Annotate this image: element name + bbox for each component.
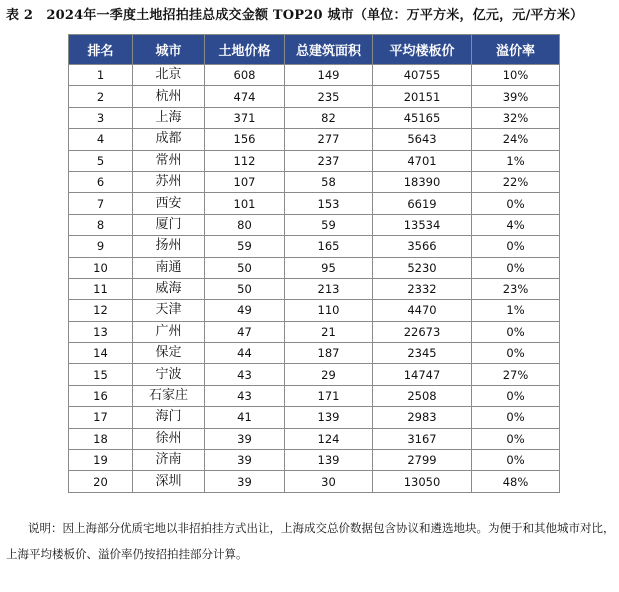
cell-land-price: 156 (205, 129, 285, 150)
cell-city: 扬州 (133, 236, 205, 257)
cell-total-floor-area: 187 (285, 343, 373, 364)
cell-city: 徐州 (133, 428, 205, 449)
cell-rank: 4 (69, 129, 133, 150)
cell-total-floor-area: 21 (285, 321, 373, 342)
table-row (69, 171, 560, 192)
cell-avg-floor-price: 40755 (373, 65, 472, 86)
cell-total-floor-area: 124 (285, 428, 373, 449)
table-row (69, 471, 560, 492)
cell-land-price: 47 (205, 321, 285, 342)
cell-land-price: 50 (205, 278, 285, 299)
cell-rank: 18 (69, 428, 133, 449)
header-rank: 排名 (69, 35, 133, 65)
cell-total-floor-area: 139 (285, 407, 373, 428)
cell-premium-rate: 39% (472, 86, 560, 107)
cell-premium-rate: 0% (472, 343, 560, 364)
table-note: 说明：因上海部分优质宅地以非招拍挂方式出让，上海成交总价数据包含协议和遴选地块。为便于和其他城市对比，上海平均楼板价、溢价率仍按招拍挂部分计算。 (6, 521, 615, 561)
cell-avg-floor-price: 20151 (373, 86, 472, 107)
table-row (69, 407, 560, 428)
cell-premium-rate: 0% (472, 385, 560, 406)
top20-cities-table (68, 34, 560, 493)
cell-city: 西安 (133, 193, 205, 214)
cell-total-floor-area: 237 (285, 150, 373, 171)
cell-land-price: 101 (205, 193, 285, 214)
table-row (69, 450, 560, 471)
cell-rank: 3 (69, 107, 133, 128)
cell-land-price: 80 (205, 214, 285, 235)
cell-premium-rate: 0% (472, 193, 560, 214)
table-row (69, 107, 560, 128)
cell-premium-rate: 24% (472, 129, 560, 150)
cell-city: 杭州 (133, 86, 205, 107)
cell-city: 石家庄 (133, 385, 205, 406)
cell-total-floor-area: 139 (285, 450, 373, 471)
cell-avg-floor-price: 3566 (373, 236, 472, 257)
cell-premium-rate: 0% (472, 257, 560, 278)
cell-premium-rate: 0% (472, 407, 560, 428)
cell-premium-rate: 27% (472, 364, 560, 385)
cell-premium-rate: 10% (472, 65, 560, 86)
cell-land-price: 49 (205, 300, 285, 321)
table-row (69, 236, 560, 257)
cell-land-price: 44 (205, 343, 285, 364)
cell-city: 成都 (133, 129, 205, 150)
cell-premium-rate: 32% (472, 107, 560, 128)
cell-land-price: 112 (205, 150, 285, 171)
header-land-price: 土地价格 (205, 35, 285, 65)
cell-avg-floor-price: 13050 (373, 471, 472, 492)
cell-avg-floor-price: 45165 (373, 107, 472, 128)
cell-land-price: 43 (205, 364, 285, 385)
cell-avg-floor-price: 2983 (373, 407, 472, 428)
cell-land-price: 371 (205, 107, 285, 128)
table-row (69, 150, 560, 171)
cell-rank: 16 (69, 385, 133, 406)
cell-premium-rate: 0% (472, 236, 560, 257)
cell-premium-rate: 48% (472, 471, 560, 492)
cell-rank: 1 (69, 65, 133, 86)
table-row (69, 385, 560, 406)
table-row (69, 129, 560, 150)
cell-total-floor-area: 58 (285, 171, 373, 192)
header-city: 城市 (133, 35, 205, 65)
table-row (69, 86, 560, 107)
cell-rank: 17 (69, 407, 133, 428)
cell-avg-floor-price: 6619 (373, 193, 472, 214)
cell-total-floor-area: 82 (285, 107, 373, 128)
table-row (69, 65, 560, 86)
cell-rank: 8 (69, 214, 133, 235)
cell-land-price: 43 (205, 385, 285, 406)
cell-rank: 19 (69, 450, 133, 471)
cell-rank: 14 (69, 343, 133, 364)
cell-rank: 7 (69, 193, 133, 214)
cell-avg-floor-price: 2508 (373, 385, 472, 406)
cell-total-floor-area: 30 (285, 471, 373, 492)
cell-rank: 6 (69, 171, 133, 192)
cell-avg-floor-price: 2345 (373, 343, 472, 364)
cell-total-floor-area: 277 (285, 129, 373, 150)
cell-avg-floor-price: 4470 (373, 300, 472, 321)
cell-avg-floor-price: 13534 (373, 214, 472, 235)
cell-city: 南通 (133, 257, 205, 278)
header-row (69, 35, 560, 65)
table-row (69, 214, 560, 235)
cell-city: 济南 (133, 450, 205, 471)
cell-land-price: 39 (205, 450, 285, 471)
cell-rank: 10 (69, 257, 133, 278)
table-body (69, 65, 560, 493)
cell-city: 宁波 (133, 364, 205, 385)
cell-avg-floor-price: 3167 (373, 428, 472, 449)
cell-city: 保定 (133, 343, 205, 364)
cell-avg-floor-price: 14747 (373, 364, 472, 385)
cell-land-price: 107 (205, 171, 285, 192)
header-premium-rate: 溢价率 (472, 35, 560, 65)
cell-land-price: 39 (205, 428, 285, 449)
cell-city: 威海 (133, 278, 205, 299)
cell-total-floor-area: 149 (285, 65, 373, 86)
cell-premium-rate: 22% (472, 171, 560, 192)
cell-total-floor-area: 110 (285, 300, 373, 321)
cell-premium-rate: 4% (472, 214, 560, 235)
table-title: 表 2 2024年一季度土地招拍挂总成交金额 TOP20 城市（单位：万平方米，亿元，元/平方米） (6, 8, 584, 23)
cell-total-floor-area: 153 (285, 193, 373, 214)
cell-rank: 9 (69, 236, 133, 257)
cell-land-price: 39 (205, 471, 285, 492)
cell-total-floor-area: 95 (285, 257, 373, 278)
header-avg-floor-price: 平均楼板价 (373, 35, 472, 65)
table-row (69, 257, 560, 278)
cell-avg-floor-price: 18390 (373, 171, 472, 192)
cell-city: 上海 (133, 107, 205, 128)
cell-land-price: 59 (205, 236, 285, 257)
cell-avg-floor-price: 5643 (373, 129, 472, 150)
cell-avg-floor-price: 4701 (373, 150, 472, 171)
cell-city: 广州 (133, 321, 205, 342)
cell-premium-rate: 1% (472, 150, 560, 171)
cell-rank: 15 (69, 364, 133, 385)
table-row (69, 343, 560, 364)
cell-city: 天津 (133, 300, 205, 321)
cell-city: 厦门 (133, 214, 205, 235)
cell-city: 北京 (133, 65, 205, 86)
cell-city: 深圳 (133, 471, 205, 492)
cell-total-floor-area: 171 (285, 385, 373, 406)
cell-total-floor-area: 165 (285, 236, 373, 257)
cell-premium-rate: 0% (472, 321, 560, 342)
cell-avg-floor-price: 5230 (373, 257, 472, 278)
cell-avg-floor-price: 22673 (373, 321, 472, 342)
table-row (69, 278, 560, 299)
table-row (69, 428, 560, 449)
cell-total-floor-area: 213 (285, 278, 373, 299)
cell-rank: 11 (69, 278, 133, 299)
cell-rank: 12 (69, 300, 133, 321)
table-row (69, 300, 560, 321)
cell-avg-floor-price: 2332 (373, 278, 472, 299)
cell-premium-rate: 0% (472, 450, 560, 471)
cell-rank: 5 (69, 150, 133, 171)
cell-land-price: 608 (205, 65, 285, 86)
cell-rank: 2 (69, 86, 133, 107)
cell-city: 苏州 (133, 171, 205, 192)
cell-rank: 20 (69, 471, 133, 492)
table-header (69, 35, 560, 65)
cell-rank: 13 (69, 321, 133, 342)
cell-land-price: 41 (205, 407, 285, 428)
cell-land-price: 50 (205, 257, 285, 278)
cell-city: 海门 (133, 407, 205, 428)
header-total-floor-area: 总建筑面积 (285, 35, 373, 65)
cell-premium-rate: 23% (472, 278, 560, 299)
cell-total-floor-area: 59 (285, 214, 373, 235)
cell-total-floor-area: 29 (285, 364, 373, 385)
table-row (69, 321, 560, 342)
cell-city: 常州 (133, 150, 205, 171)
cell-total-floor-area: 235 (285, 86, 373, 107)
cell-land-price: 474 (205, 86, 285, 107)
table-row (69, 364, 560, 385)
cell-premium-rate: 0% (472, 428, 560, 449)
table-row (69, 193, 560, 214)
cell-premium-rate: 1% (472, 300, 560, 321)
cell-avg-floor-price: 2799 (373, 450, 472, 471)
